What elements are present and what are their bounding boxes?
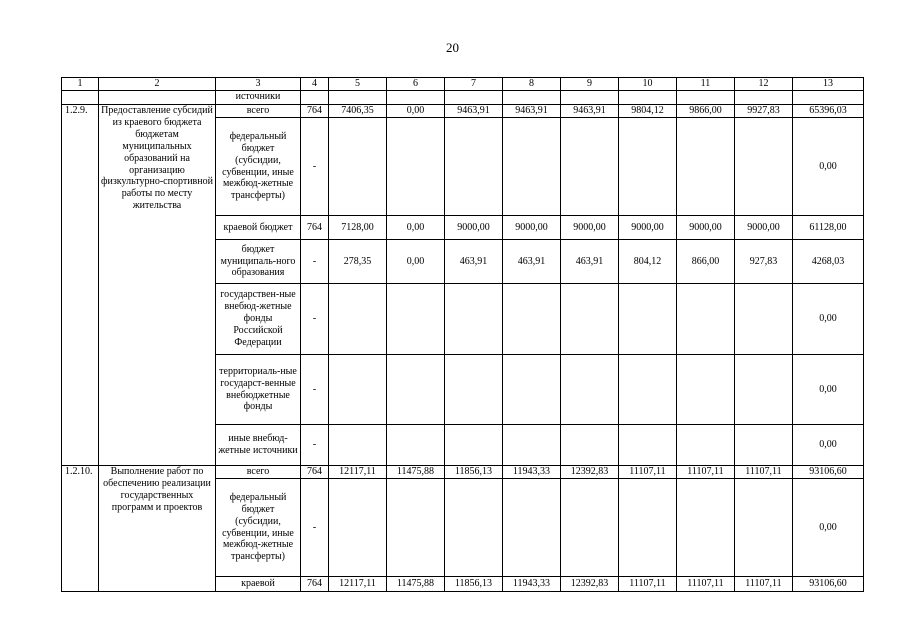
year-value: 463,91 [445,240,503,284]
year-value [619,284,677,355]
cell-empty [619,91,677,105]
total-value: 0,00 [793,355,864,425]
total-value: 4268,03 [793,240,864,284]
column-header-1: 1 [62,78,99,91]
year-value [561,355,619,425]
year-value: 11107,11 [677,466,735,479]
year-value [735,355,793,425]
year-value: 9000,00 [677,216,735,240]
year-value: 12392,83 [561,466,619,479]
year-value: 11943,33 [503,466,561,479]
total-value: 0,00 [793,425,864,466]
year-value: 11856,13 [445,577,503,592]
year-value [735,118,793,216]
department-code: - [301,240,329,284]
year-value: 11107,11 [735,577,793,592]
department-code: - [301,425,329,466]
funding-source: всего [216,466,301,479]
year-value: 9463,91 [503,105,561,118]
department-code: - [301,118,329,216]
funding-source: бюджет муниципаль-ного образования [216,240,301,284]
department-code: 764 [301,105,329,118]
column-header-6: 6 [387,78,445,91]
funding-source: всего [216,105,301,118]
funding-source: федеральный бюджет (субсидии, субвенции, иные межбюд-жетные трансферты) [216,118,301,216]
year-value [619,355,677,425]
column-header-2: 2 [99,78,216,91]
year-value: 12117,11 [329,466,387,479]
total-value: 0,00 [793,118,864,216]
table-row [62,105,864,118]
year-value: 9804,12 [619,105,677,118]
year-value: 9463,91 [445,105,503,118]
year-value [561,118,619,216]
column-header-11: 11 [677,78,735,91]
year-value [561,479,619,577]
year-value [387,479,445,577]
year-value [445,479,503,577]
cell-empty [793,91,864,105]
year-value: 11856,13 [445,466,503,479]
year-value [735,425,793,466]
row-code: 1.2.9. [62,105,99,466]
total-value: 0,00 [793,284,864,355]
year-value: 9000,00 [561,216,619,240]
year-value [329,355,387,425]
year-value: 9463,91 [561,105,619,118]
header-row [62,78,864,91]
year-value [387,284,445,355]
activity-name: Выполнение работ по обеспечению реализации государственных программ и проектов [99,466,216,592]
cell-empty [503,91,561,105]
year-value [677,284,735,355]
department-code: - [301,284,329,355]
year-value [445,118,503,216]
column-header-13: 13 [793,78,864,91]
column-header-4: 4 [301,78,329,91]
year-value [329,284,387,355]
year-value [387,118,445,216]
department-code: - [301,355,329,425]
funding-source: краевой бюджет [216,216,301,240]
year-value [503,118,561,216]
year-value: 12117,11 [329,577,387,592]
year-value: 9927,83 [735,105,793,118]
year-value [329,425,387,466]
funding-source: иные внебюд-жетные источники [216,425,301,466]
column-header-3: 3 [216,78,301,91]
year-value [503,284,561,355]
cell-empty [99,91,216,105]
year-value: 11475,88 [387,466,445,479]
year-value: 927,83 [735,240,793,284]
year-value: 12392,83 [561,577,619,592]
year-value: 9000,00 [735,216,793,240]
department-code: 764 [301,577,329,592]
year-value [677,118,735,216]
column-header-7: 7 [445,78,503,91]
row-code: 1.2.10. [62,466,99,592]
funding-source: территориаль-ные государст-венные внебюджетные фонды [216,355,301,425]
year-value: 866,00 [677,240,735,284]
table-row-sources-top [62,91,864,105]
year-value: 11107,11 [619,577,677,592]
year-value [561,284,619,355]
year-value: 9866,00 [677,105,735,118]
year-value [387,355,445,425]
year-value [445,284,503,355]
year-value: 9000,00 [445,216,503,240]
year-value: 11475,88 [387,577,445,592]
department-code: 764 [301,466,329,479]
year-value: 0,00 [387,105,445,118]
year-value: 11107,11 [735,466,793,479]
funding-source: государствен-ные внебюд-жетные фонды Российской Федерации [216,284,301,355]
year-value [503,355,561,425]
year-value [445,425,503,466]
year-value: 7406,35 [329,105,387,118]
total-value: 61128,00 [793,216,864,240]
year-value [677,479,735,577]
cell-empty [445,91,503,105]
year-value: 463,91 [561,240,619,284]
year-value: 11107,11 [677,577,735,592]
year-value: 9000,00 [503,216,561,240]
year-value [329,479,387,577]
column-header-8: 8 [503,78,561,91]
table-row [62,466,864,479]
year-value: 0,00 [387,216,445,240]
year-value [677,425,735,466]
year-value: 11943,33 [503,577,561,592]
year-value [503,479,561,577]
column-header-5: 5 [329,78,387,91]
year-value [561,425,619,466]
department-code: - [301,479,329,577]
year-value [503,425,561,466]
cell-empty [677,91,735,105]
year-value: 0,00 [387,240,445,284]
column-header-10: 10 [619,78,677,91]
year-value [619,479,677,577]
year-value: 7128,00 [329,216,387,240]
department-code: 764 [301,216,329,240]
table-body [62,78,864,592]
cell-empty [387,91,445,105]
column-header-9: 9 [561,78,619,91]
column-header-12: 12 [735,78,793,91]
year-value: 11107,11 [619,466,677,479]
total-value: 93106,60 [793,577,864,592]
cell-empty [301,91,329,105]
cell-empty [735,91,793,105]
year-value [619,425,677,466]
year-value [735,479,793,577]
year-value [735,284,793,355]
budget-table [61,77,864,592]
year-value [677,355,735,425]
page-number: 20 [446,40,459,55]
funding-source: краевой [216,577,301,592]
year-value [445,355,503,425]
source-label: источники [216,91,301,105]
year-value: 804,12 [619,240,677,284]
year-value: 9000,00 [619,216,677,240]
cell-empty [561,91,619,105]
funding-source: федеральный бюджет (субсидии, субвенции, иные межбюд-жетные трансферты) [216,479,301,577]
cell-empty [62,91,99,105]
year-value [329,118,387,216]
year-value: 278,35 [329,240,387,284]
cell-empty [329,91,387,105]
year-value: 463,91 [503,240,561,284]
year-value [387,425,445,466]
total-value: 65396,03 [793,105,864,118]
year-value [619,118,677,216]
total-value: 93106,60 [793,466,864,479]
total-value: 0,00 [793,479,864,577]
activity-name: Предоставление субсидий из краевого бюджета бюджетам муниципальных образований на организацию физкультурно-спортивной работы по месту жительства [99,105,216,466]
